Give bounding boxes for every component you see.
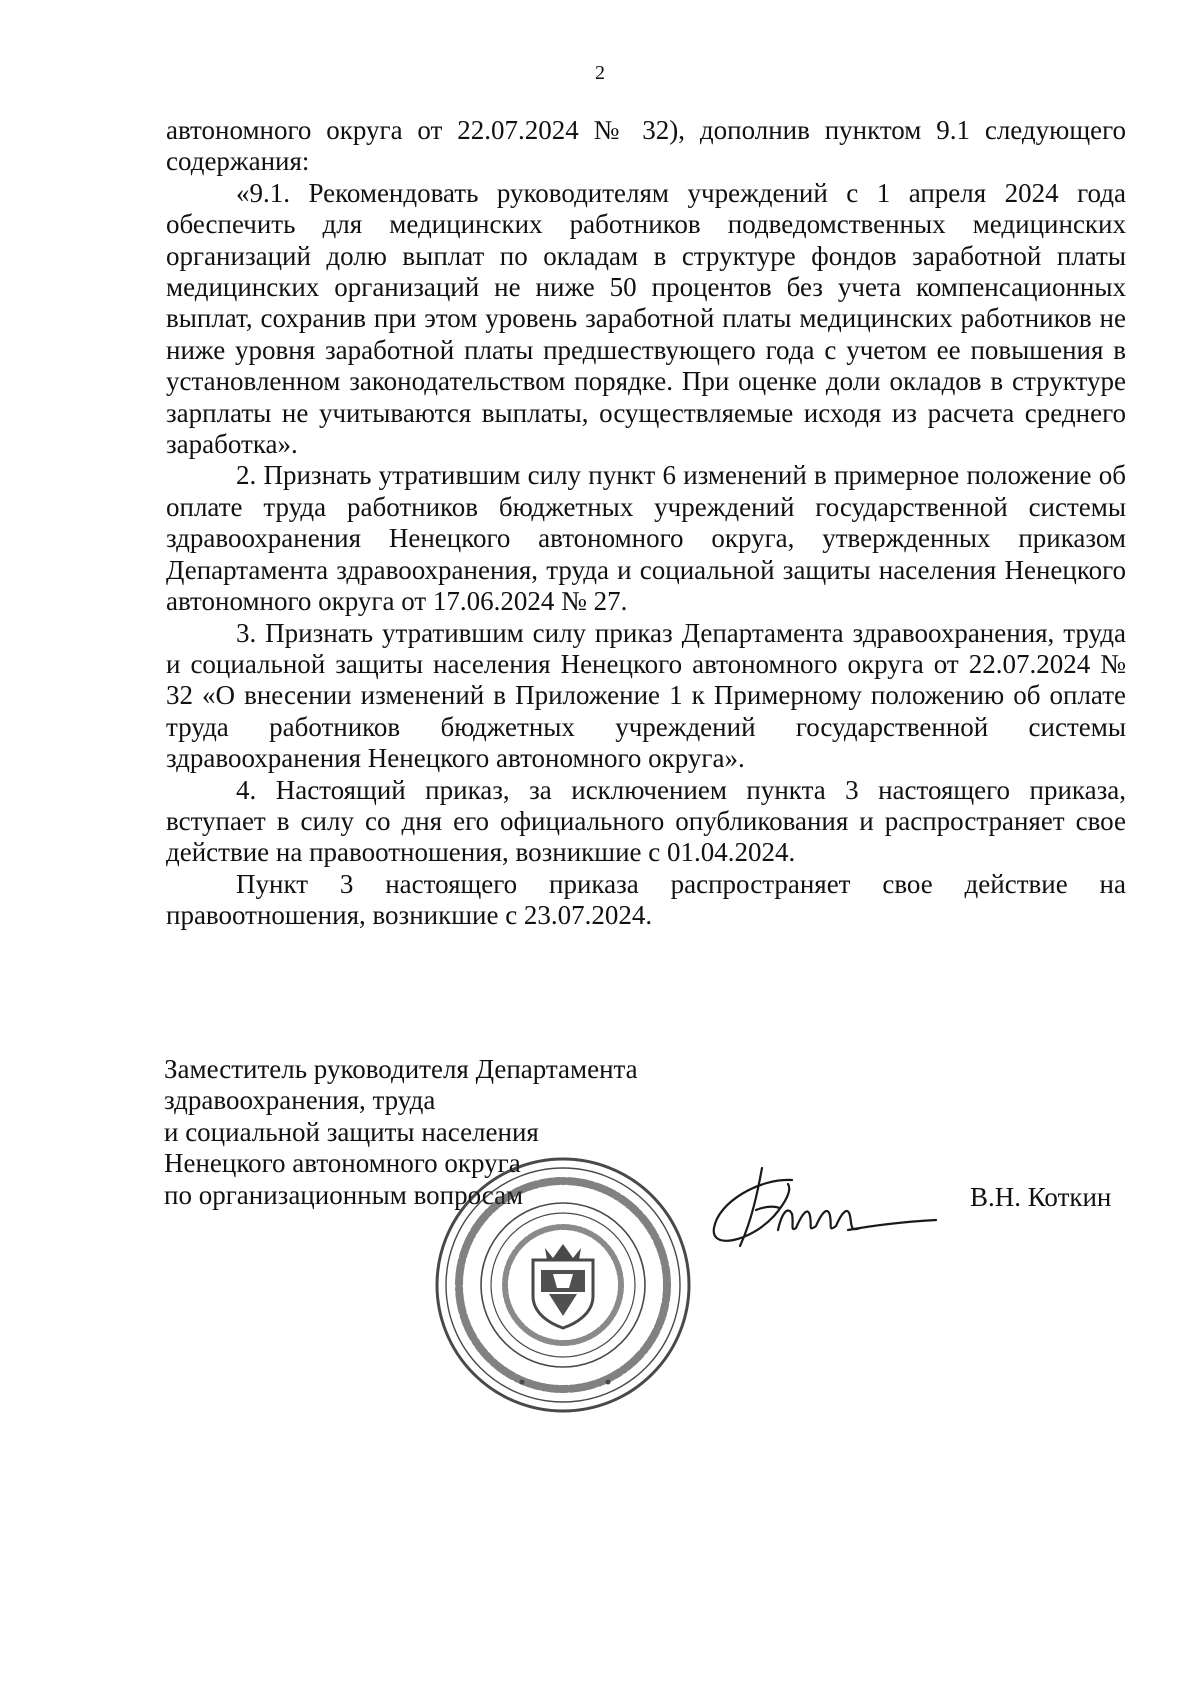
paragraph-item-4-note: Пункт 3 настоящего приказа распространяет свое действие на правоотношения, возникшие с 23.07.2024. [166, 868, 1126, 931]
document-body [166, 115, 1126, 932]
page-number: 2 [595, 62, 605, 84]
position-line: здравоохранения, труда [164, 1085, 436, 1116]
paragraph-item-3: 3. Признать утратившим силу приказ Департамента здравоохранения, труда и социальной защиты населения Ненецкого автономного округа от 22.07.2024 № 32 «О внесении изменений в Приложение 1 к Примерному положению об оплате труда работников бюджетных учреждений государственной системы здравоохранения Ненецкого автономного округа». [166, 617, 1126, 774]
position-line: Ненецкого автономного округа [164, 1148, 521, 1179]
position-line: по организационным вопросам [164, 1179, 524, 1210]
position-line: и социальной защиты населения [164, 1116, 539, 1147]
position-line: Заместитель руководителя Департамента [164, 1054, 638, 1084]
handwritten-signature [700, 1150, 940, 1260]
paragraph-item-2: 2. Признать утратившим силу пункт 6 изменений в примерное положение об оплате труда работников бюджетных учреждений государственной системы здравоохранения Ненецкого автономного округа, утвержденных приказом Департамента здравоохранения, труда и социальной защиты населения Ненецкого автономного округа от 17.06.2024 № 27. [166, 460, 1126, 617]
official-seal [430, 1150, 696, 1420]
signer-name: В.Н. Коткин [970, 1182, 1112, 1212]
paragraph-item-4: 4. Настоящий приказ, за исключением пункта 3 настоящего приказа, вступает в силу со дня его официального опубликования и распространяет свое действие на правоотношения, возникшие с 01.04.2024. [166, 774, 1126, 868]
paragraph-item-9-1: «9.1. Рекомендовать руководителям учреждений с 1 апреля 2024 года обеспечить для медицинских работников подведомственных медицинских организаций долю выплат по окладам в структуре фондов заработной платы медицинских организаций не ниже 50 процентов без учета компенсационных выплат, сохранив при этом уровень заработной платы медицинских работников не ниже уровня заработной платы предшествующего года с учетом ее повышения в установленном законодательством порядке. При оценке доли окладов в структуре зарплаты не учитываются выплаты, осуществляемые исходя из расчета среднего заработка». [166, 177, 1126, 460]
paragraph-continuation: автономного округа от 22.07.2024 № 32), дополнив пунктом 9.1 следующего содержания: [166, 115, 1126, 177]
